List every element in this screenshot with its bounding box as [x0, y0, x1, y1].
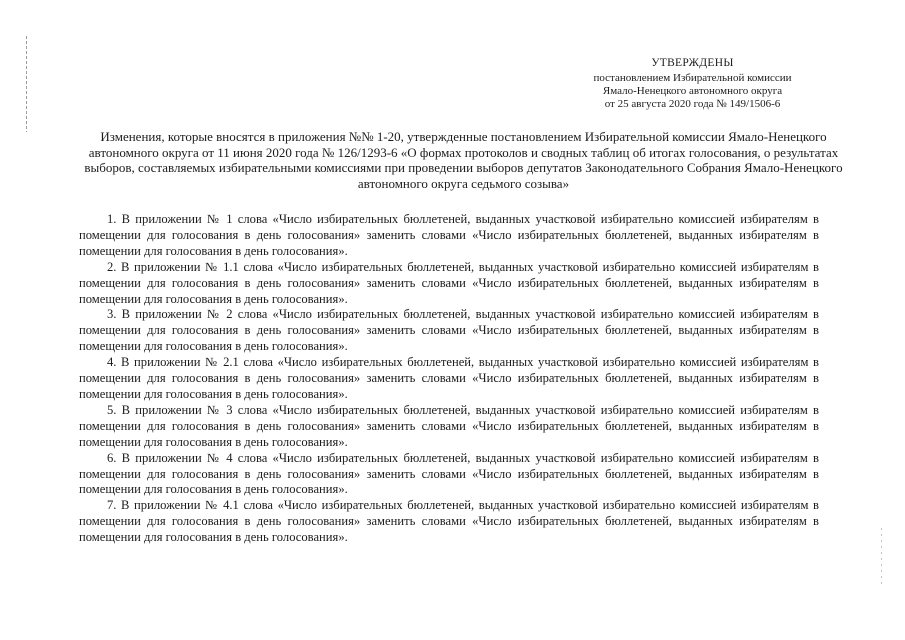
- amendment-list: [79, 212, 819, 546]
- amendment-item: 2. В приложении № 1.1 слова «Число избирательных бюллетеней, выданных участковой избирательно комиссией избирателям в помещении для голосования в день голосования» заменить словами «Число избирательных бюллетеней, выданных избирателям в помещении для голосования в день голосования».: [79, 259, 819, 306]
- approval-line: постановлением Избирательной комиссии: [593, 72, 792, 84]
- document-heading: Изменения, которые вносятся в приложения №№ 1-20, утвержденные постановлением Избирательной комиссии Ямало-Ненецкого автономного округа от 11 июня 2020 года № 126/1293-6 «О формах протоколов и сводных таблиц об итогах голосования, о результатах выборов, составляемых избирательными комиссиями при проведении выборов депутатов Законодательного Собрания Ямало-Ненецкого автономного округа седьмого созыва»: [84, 129, 843, 191]
- amendment-item: 6. В приложении № 4 слова «Число избирательных бюллетеней, выданных участковой избирательно комиссией избирателям в помещении для голосования в день голосования» заменить словами «Число избирательных бюллетеней, выданных избирателям в помещении для голосования в день голосования».: [79, 450, 819, 497]
- amendment-item: 1. В приложении № 1 слова «Число избирательных бюллетеней, выданных участковой избирательно комиссией избирателям в помещении для голосования в день голосования» заменить словами «Число избирательных бюллетеней, выданных избирателям в помещении для голосования в день голосования».: [79, 212, 819, 258]
- amendment-item: 4. В приложении № 2.1 слова «Число избирательных бюллетеней, выданных участковой избирательно комиссией избирателям в помещении для голосования в день голосования» заменить словами «Число избирательных бюллетеней, выданных избирателям в помещении для голосования в день голосования».: [79, 355, 819, 401]
- approval-line: Ямало-Ненецкого автономного округа: [602, 85, 783, 97]
- scan-edge-mark: [881, 528, 882, 584]
- amendment-item: 3. В приложении № 2 слова «Число избирательных бюллетеней, выданных участковой избирательно комиссией избирателям в помещении для голосования в день голосования» заменить словами «Число избирательных бюллетеней, выданных избирателям в помещении для голосования в день голосования».: [79, 307, 819, 354]
- amendment-item: 5. В приложении № 3 слова «Число избирательных бюллетеней, выданных участковой избирательно комиссией избирателям в помещении для голосования в день голосования» заменить словами «Число избирательных бюллетеней, выданных избирателям в помещении для голосования в день голосования».: [79, 402, 819, 449]
- approval-stamp-block: [560, 57, 825, 111]
- approval-title: УТВЕРЖДЕНЫ: [651, 57, 734, 69]
- scan-edge-mark: [26, 36, 27, 132]
- approval-line: от 25 августа 2020 года № 149/1506-6: [604, 98, 781, 110]
- amendment-item: 7. В приложении № 4.1 слова «Число избирательных бюллетеней, выданных участковой избирательно комиссией избирателям в помещении для голосования в день голосования» заменить словами «Число избирательных бюллетеней, выданных избирателям в помещении для голосования в день голосования».: [79, 498, 819, 545]
